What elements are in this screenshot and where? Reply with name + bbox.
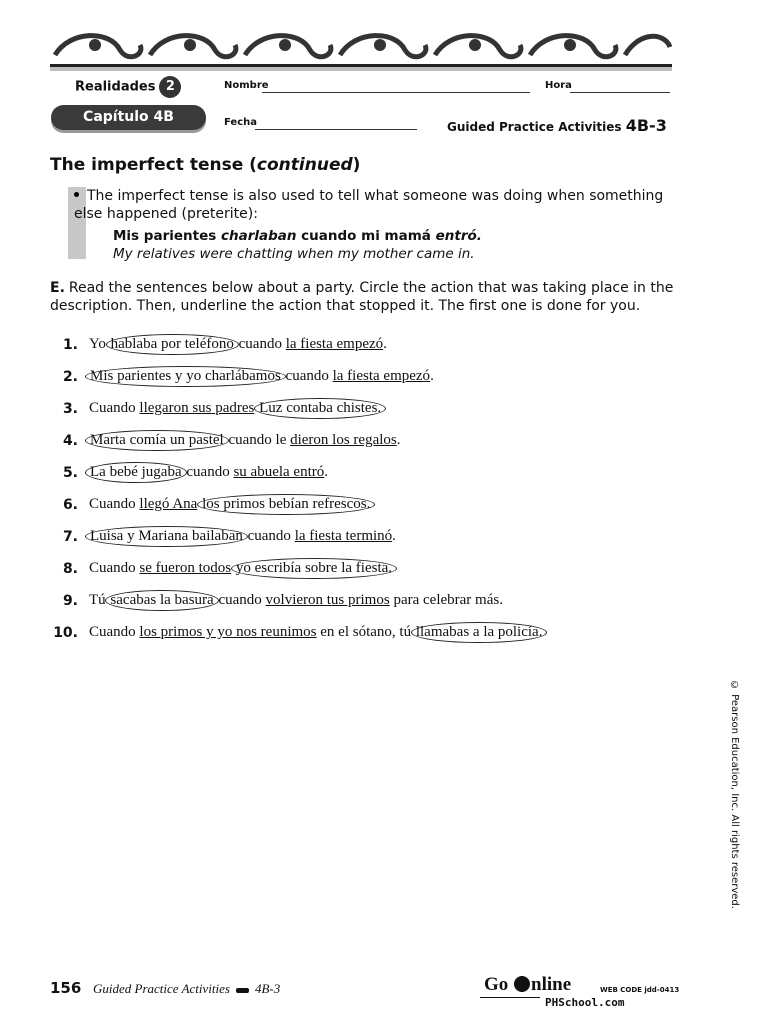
item-sentence (89, 336, 387, 353)
circled-action: hablaba por teléfono (106, 334, 239, 355)
exercise-instructions (50, 279, 690, 315)
sentence-text: Tú (89, 592, 110, 608)
item-number: 6. (62, 497, 78, 513)
logo-go: Go (484, 974, 509, 995)
item-number: 10. (53, 625, 78, 641)
heading-main: The imperfect tense ( (50, 155, 257, 175)
grammar-note (74, 187, 674, 223)
circled-action: los primos bebían refrescos. (197, 494, 375, 515)
sentence-text: . (383, 336, 387, 352)
footer-text (93, 981, 280, 997)
underlined-action: se fueron todos (139, 560, 232, 576)
item-sentence (89, 496, 371, 513)
chapter-badge: Capítulo 4B (51, 105, 206, 130)
footer-code: 4B-3 (254, 981, 281, 996)
underlined-action: volvieron tus primos (265, 592, 390, 608)
item-number: 4. (62, 433, 78, 449)
circled-action: yo escribía sobre la fiesta. (231, 558, 397, 579)
circled-action: La bebé jugaba (85, 462, 187, 483)
exercise-item (50, 528, 670, 550)
example-part: charlaban (220, 228, 297, 244)
circled-action: Luisa y Mariana bailaban (85, 526, 248, 547)
exercise-item (50, 464, 670, 486)
sentence-text: Yo (89, 336, 110, 352)
sentence-text: cuando (214, 592, 266, 608)
section-heading (50, 155, 360, 175)
footer-label: Guided Practice Activities (93, 981, 230, 996)
logo-online: nline (531, 974, 572, 995)
nombre-label: Nombre (224, 80, 269, 91)
fecha-field[interactable] (255, 129, 417, 130)
exercise-letter: E. (50, 280, 65, 296)
underlined-action: llegaron sus padres (139, 400, 255, 416)
fecha-label: Fecha (224, 117, 258, 128)
circled-action: Luz contaba chistes. (254, 398, 386, 419)
sentence-text: . (396, 432, 401, 448)
item-sentence (89, 560, 393, 577)
exercise-item (50, 432, 670, 454)
sentence-text: . (324, 464, 329, 480)
sentence-text: . (392, 528, 396, 544)
example-spanish (113, 228, 482, 244)
sentence-text: cuando le (224, 432, 291, 448)
bullet-icon (74, 192, 79, 197)
sentence-text: en el sótano, tú (316, 624, 415, 640)
item-number: 7. (62, 529, 78, 545)
example-part: cuando mi mamá (296, 228, 436, 244)
example-part: Mis parientes (113, 228, 221, 244)
sentence-text: . (430, 368, 434, 384)
activity-label: Guided Practice Activities (447, 120, 622, 134)
sentence-text: cuando (182, 464, 234, 480)
item-sentence (89, 464, 328, 481)
globe-icon (514, 976, 530, 992)
sentence-text: cuando (243, 528, 295, 544)
sentence-text: cuando (234, 336, 286, 352)
activity-title (447, 116, 667, 135)
note-text: The imperfect tense is also used to tell what someone was doing when something else happened (preterite): (74, 188, 664, 222)
series-name: Realidades (75, 79, 156, 95)
exercise-item (50, 560, 670, 582)
sentence-text: Cuando (89, 560, 140, 576)
level-badge: 2 (159, 76, 181, 98)
copyright-notice: © Pearson Education, Inc. All rights reserved. (729, 680, 740, 909)
item-sentence (89, 400, 382, 417)
item-sentence (89, 624, 543, 641)
exercise-item (50, 496, 670, 518)
heading-close: ) (352, 155, 361, 175)
heading-em: continued (256, 155, 353, 175)
logo-rule (480, 997, 540, 998)
item-number: 1. (62, 337, 78, 353)
underlined-action: la fiesta terminó (294, 528, 393, 544)
item-sentence (89, 432, 401, 449)
nombre-field[interactable] (262, 92, 530, 93)
sentence-text: Cuando (89, 400, 140, 416)
circled-action: Mis parientes y yo charlábamos (85, 366, 286, 387)
dash-icon (236, 988, 249, 993)
underlined-action: dieron los regalos (290, 432, 397, 448)
exercise-item (50, 592, 670, 614)
exercise-item (50, 624, 670, 646)
sentence-text: cuando (281, 368, 333, 384)
sentence-text: para celebrar más. (389, 592, 503, 608)
series-label (75, 76, 181, 98)
item-number: 2. (62, 369, 78, 385)
item-number: 8. (62, 561, 78, 577)
activity-code: 4B-3 (625, 116, 667, 135)
underlined-action: los primos y yo nos reunimos (139, 624, 317, 640)
web-code: WEB CODE jdd-0413 (600, 986, 680, 994)
circled-action: sacabas la basura (105, 590, 218, 611)
instructions-text: Read the sentences below about a party. Circle the action that was taking place in the description. Then, underline the action that stopped it. The first one is done for you. (50, 280, 674, 314)
exercise-item (50, 400, 670, 422)
underlined-action: la fiesta empezó (332, 368, 431, 384)
item-number: 3. (62, 401, 78, 417)
decorative-banner (50, 25, 672, 63)
item-number: 5. (62, 465, 78, 481)
exercise-item (50, 336, 670, 358)
page-number: 156 (50, 979, 82, 997)
circled-action: llamabas a la policía. (411, 622, 548, 643)
underlined-action: su abuela entró (233, 464, 325, 480)
item-sentence (89, 592, 503, 609)
sentence-text: Cuando (89, 496, 140, 512)
hora-label: Hora (545, 80, 572, 91)
sentence-text: Cuando (89, 624, 140, 640)
underlined-action: la fiesta empezó (285, 336, 384, 352)
example-part: entró. (435, 228, 482, 244)
phschool-link[interactable]: PHSchool.com (545, 996, 625, 1009)
circled-action: Marta comía un pastel (85, 430, 229, 451)
item-sentence (89, 528, 396, 545)
item-sentence (89, 368, 434, 385)
item-number: 9. (62, 593, 78, 609)
hora-field[interactable] (570, 92, 670, 93)
exercise-item (50, 368, 670, 390)
example-english: My relatives were chatting when my mother came in. (113, 246, 475, 262)
go-online-logo[interactable] (484, 974, 571, 996)
banner-shadow (50, 67, 672, 71)
underlined-action: llegó Ana (139, 496, 198, 512)
